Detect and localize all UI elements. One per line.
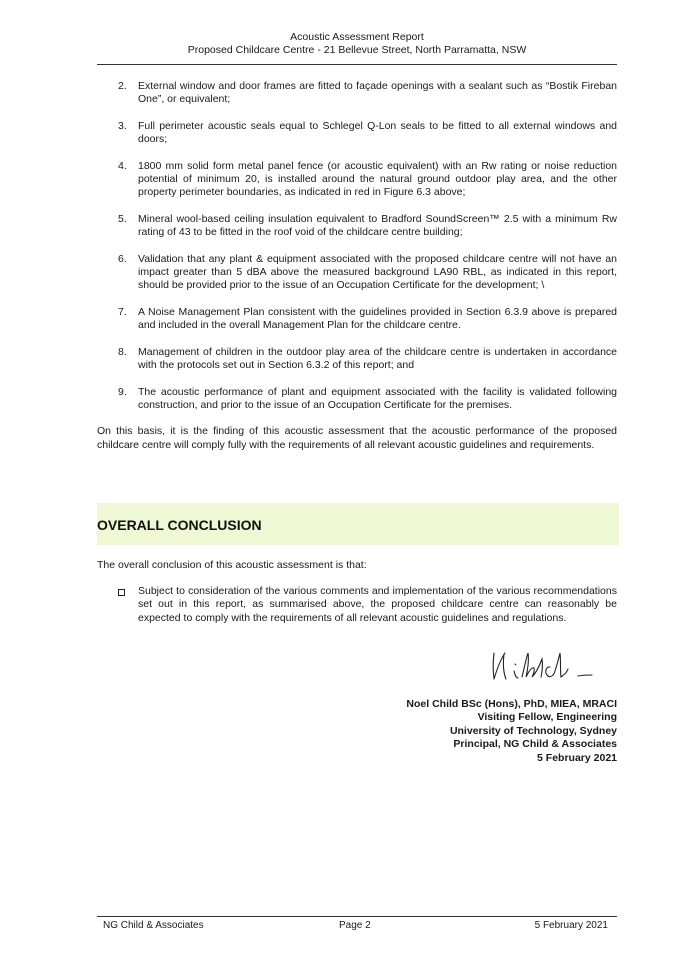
signatory-date: 5 February 2021	[537, 751, 617, 764]
list-item-number: 4.	[118, 159, 127, 172]
list-item-text: External window and door frames are fitted to façade openings with a sealant such as “Bostik Fireban One”, or equivalent;	[138, 80, 617, 106]
square-bullet-icon	[118, 589, 125, 596]
recommendations-list	[97, 80, 617, 412]
list-item-text: A Noise Management Plan consistent with the guidelines provided in Section 6.3.9 above is prepared and included in the overall Management Plan for the childcare centre.	[138, 305, 617, 332]
handwritten-signature	[488, 645, 618, 685]
signatory-role: Visiting Fellow, Engineering	[477, 711, 617, 724]
report-title: Acoustic Assessment Report	[290, 31, 424, 43]
list-item-text: Full perimeter acoustic seals equal to Schlegel Q-Lon seals to be fitted to all external windows and doors;	[138, 119, 617, 146]
list-item-text: 1800 mm solid form metal panel fence (or acoustic equivalent) with an Rw rating or noise reduction potential of minimum 20, is installed around the natural ground outdoor play area, and the other property perimeter boundaries, as indicated in red in Figure 6.3 above;	[138, 159, 617, 199]
list-item-number: 6.	[118, 252, 127, 265]
footer-page-number: Page 2	[339, 920, 371, 931]
conclusion-banner	[97, 503, 619, 545]
list-item-number: 5.	[118, 212, 127, 225]
list-item-text: Mineral wool-based ceiling insulation equivalent to Bradford SoundScreen™ 2.5 with a minimum Rw rating of 43 to be fitted in the roof void of the childcare centre building;	[138, 212, 617, 239]
list-item-number: 7.	[118, 305, 127, 318]
footer-divider	[97, 916, 617, 917]
list-item-number: 3.	[118, 119, 127, 132]
list-item	[97, 253, 617, 293]
footer-company: NG Child & Associates	[103, 920, 204, 931]
list-item-number: 2.	[118, 80, 127, 92]
list-item	[97, 160, 617, 200]
list-item	[97, 120, 617, 147]
list-item	[97, 80, 617, 107]
signatory-name: Noel Child BSc (Hons), PhD, MIEA, MRACI	[406, 698, 617, 710]
signatory-position: Principal, NG Child & Associates	[453, 738, 617, 751]
conclusion-bullet	[97, 585, 617, 625]
footer-date: 5 February 2021	[534, 920, 608, 931]
conclusion-intro: The overall conclusion of this acoustic assessment is that:	[97, 559, 367, 571]
list-item-text: The acoustic performance of plant and equipment associated with the facility is validated following construction, and prior to the issue of an Occupation Certificate for the premises.	[138, 385, 617, 411]
recommendations-section	[97, 80, 617, 463]
page-header	[97, 31, 617, 57]
list-item-text: Management of children in the outdoor play area of the childcare centre is undertaken in accordance with the protocols set out in Section 6.3.2 of this report; and	[138, 345, 617, 372]
conclusion-heading: OVERALL CONCLUSION	[97, 517, 262, 533]
basis-paragraph: On this basis, it is the finding of this acoustic assessment that the acoustic performance of the proposed childcare centre will comply fully with the requirements of all relevant acoustic guidelines and requirements.	[97, 425, 617, 451]
list-item	[97, 346, 617, 373]
conclusion-bullet-text: Subject to consideration of the various comments and implementation of the various recommendations set out in this report, as summarised above, the proposed childcare centre can reasonably be expected to comply with the requirements of all relevant acoustic guidelines and regulations.	[138, 585, 617, 624]
report-subtitle: Proposed Childcare Centre - 21 Bellevue Street, North Parramatta, NSW	[187, 44, 527, 56]
list-item	[97, 213, 617, 240]
list-item	[97, 386, 617, 413]
header-divider	[97, 64, 617, 65]
page-footer	[103, 920, 608, 932]
signatory-block	[406, 698, 617, 765]
list-item-number: 9.	[118, 385, 127, 398]
list-item-text: Validation that any plant & equipment associated with the proposed childcare centre will not have an impact greater than 5 dBA above the measured background LA90 RBL, as indicated in this report, should be provided prior to the issue of an Occupation Certificate for the development; \	[138, 252, 617, 292]
signatory-affiliation: University of Technology, Sydney	[449, 724, 617, 737]
list-item-number: 8.	[118, 345, 127, 358]
list-item	[97, 306, 617, 333]
